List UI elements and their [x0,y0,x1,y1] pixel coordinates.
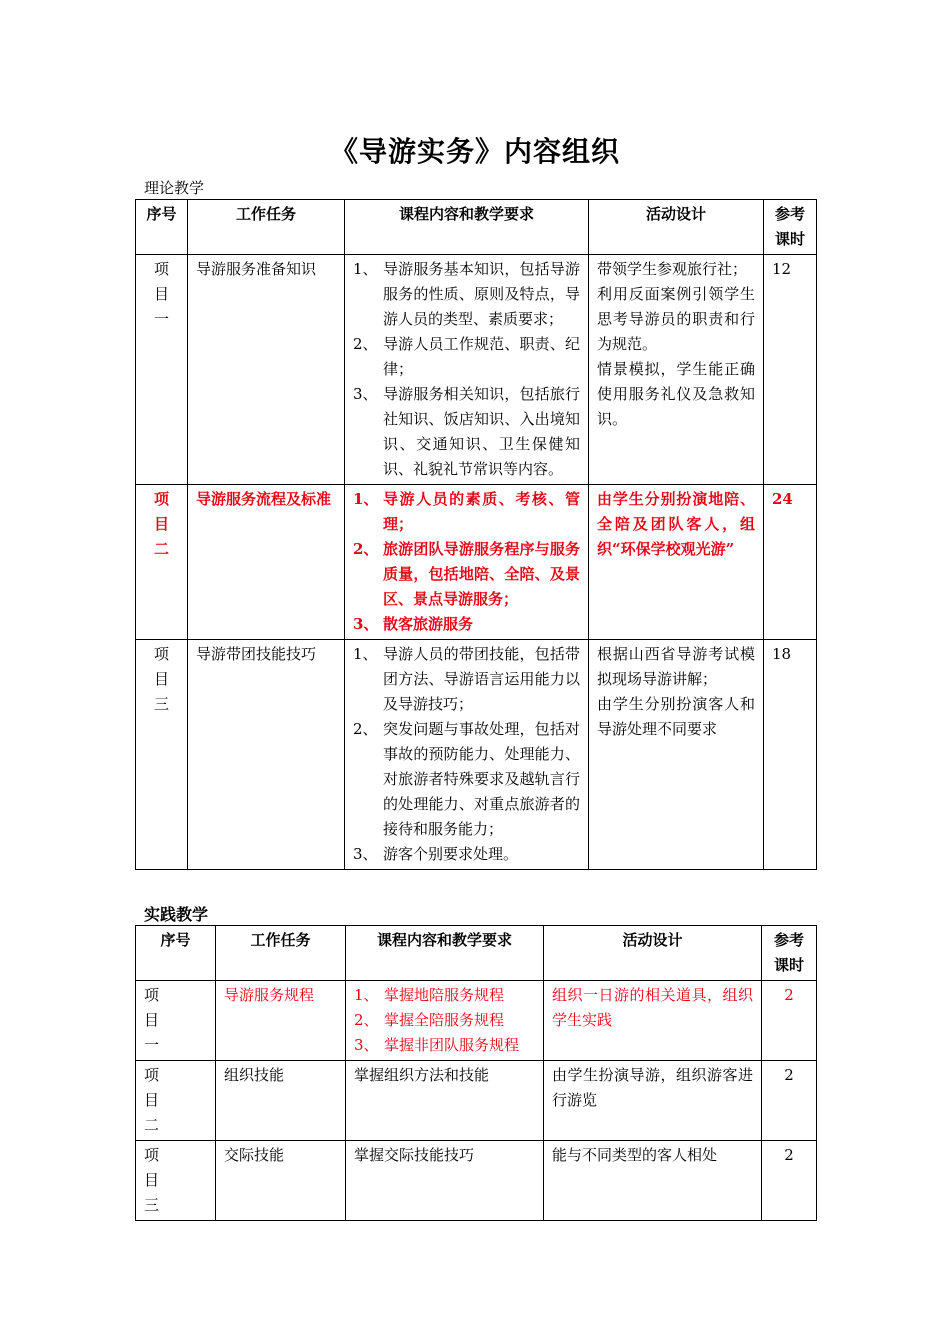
row-content: 1、 导游服务基本知识，包括导游服务的性质、原则及特点，导游人员的类型、素质要求； 2、 导游人员工作规范、职责、纪律； 3、 导游服务相关知识，包括旅行社知识、饭店知识、入出境知识、交通知识、卫生保健知识、礼貌礼节常识等内容。 [345,255,589,485]
row-task: 导游服务准备知识 [188,255,345,485]
row-hours: 12 [764,255,817,485]
page-title: 《导游实务》内容组织 [329,135,620,168]
row-index: 项 目 一 [136,255,188,485]
row-task: 导游服务规程 [216,981,346,1061]
section-label-theory: 理论教学 [144,179,205,197]
header-hours: 参考课时 [764,200,817,255]
table-header-row [136,926,817,981]
row-index: 项 目 三 [136,1141,216,1221]
row-index: 项 目 一 [136,981,216,1061]
row-index: 项 目 三 [136,640,188,870]
header-content: 课程内容和教学要求 [346,926,544,981]
row-task: 导游服务流程及标准 [188,485,345,640]
table-row [136,640,817,870]
row-content: 掌握组织方法和技能 [346,1061,544,1141]
header-activity: 活动设计 [544,926,762,981]
table-row [136,981,817,1061]
row-index: 项 目 二 [136,1061,216,1141]
row-hours: 2 [762,981,817,1061]
row-task: 导游带团技能技巧 [188,640,345,870]
row-task: 交际技能 [216,1141,346,1221]
row-activity: 由学生分别扮演地陪、全陪及团队客人，组织“环保学校观光游” [589,485,764,640]
header-index: 序号 [136,200,188,255]
header-task: 工作任务 [188,200,345,255]
row-content: 掌握交际技能技巧 [346,1141,544,1221]
row-content: 1、 导游人员的带团技能，包括带团方法、导游语言运用能力以及导游技巧； 2、 突发问题与事故处理，包括对事故的预防能力、处理能力、对旅游者特殊要求及越轨言行的处理能力、对重点旅游者的接待和服务能力； 3、 游客个别要求处理。 [345,640,589,870]
row-hours: 24 [764,485,817,640]
theory-table [135,199,817,870]
row-activity: 能与不同类型的客人相处 [544,1141,762,1221]
row-activity: 根据山西省导游考试模拟现场导游讲解； 由学生分别扮演客人和导游处理不同要求 [589,640,764,870]
row-content: 1、 掌握地陪服务规程 2、 掌握全陪服务规程 3、 掌握非团队服务规程 [346,981,544,1061]
practice-table [135,925,817,1221]
header-index: 序号 [136,926,216,981]
table-row [136,255,817,485]
row-hours: 2 [762,1141,817,1221]
table-row [136,485,817,640]
row-index: 项 目 二 [136,485,188,640]
row-hours: 2 [762,1061,817,1141]
header-hours: 参考课时 [762,926,817,981]
row-hours: 18 [764,640,817,870]
table-row [136,1061,817,1141]
header-activity: 活动设计 [589,200,764,255]
row-activity: 组织一日游的相关道具，组织学生实践 [544,981,762,1061]
row-activity: 带领学生参观旅行社； 利用反面案例引领学生思考导游员的职责和行为规范。 情景模拟，学生能正确使用服务礼仪及急救知识。 [589,255,764,485]
row-task: 组织技能 [216,1061,346,1141]
header-content: 课程内容和教学要求 [345,200,589,255]
header-task: 工作任务 [216,926,346,981]
row-content: 1、 导游人员的素质、考核、管理； 2、 旅游团队导游服务程序与服务质量，包括地陪、全陪、及景区、景点导游服务； 3、 散客旅游服务 [345,485,589,640]
table-row [136,1141,817,1221]
section-label-practice: 实践教学 [144,905,209,924]
table-header-row [136,200,817,255]
row-activity: 由学生扮演导游，组织游客进行游览 [544,1061,762,1141]
